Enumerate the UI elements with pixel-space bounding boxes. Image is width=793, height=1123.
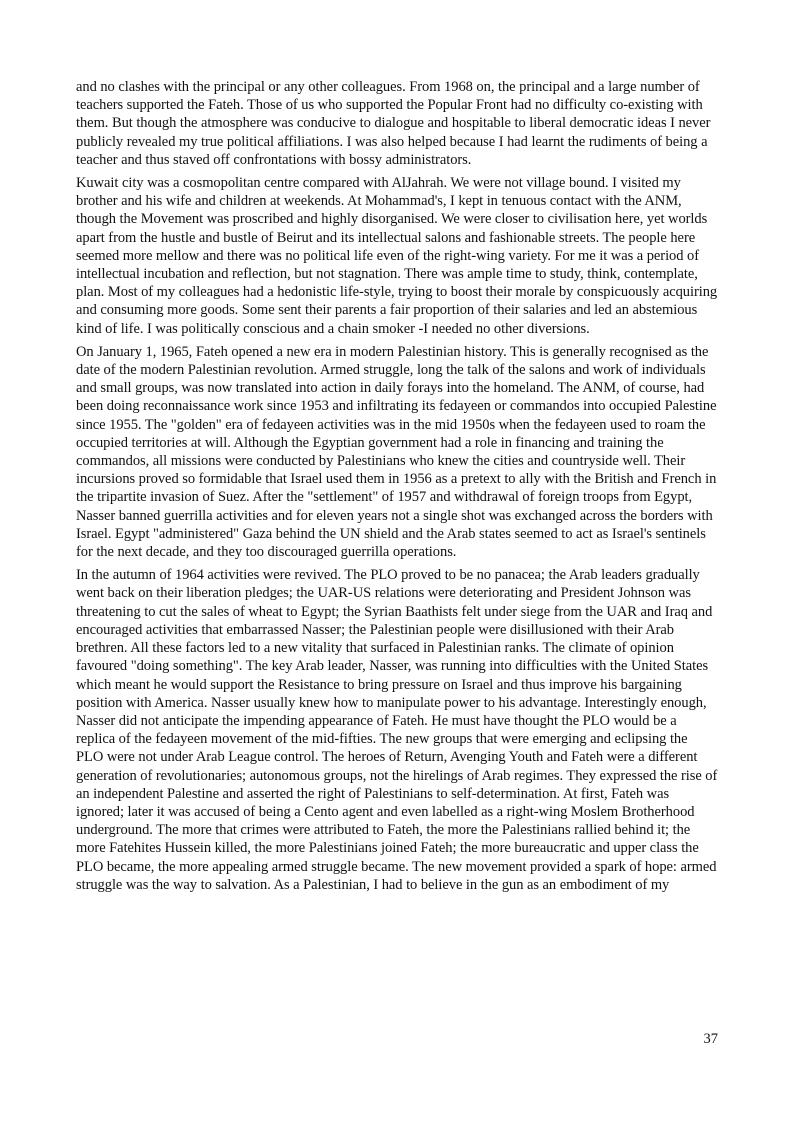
paragraph-4: In the autumn of 1964 activities were revived. The PLO proved to be no panacea; the Arab leaders gradually went back on their liberation pledges; the UAR-US relations were deteriorating and President Johnson was threatening to cut the sales of wheat to Egypt; the Syrian Baathists felt under siege from the UAR and Iraq and encouraged activities that embarrassed Nasser; the Palestinian people were disillusioned with their Arab brethren. All these factors led to a new vitality that surfaced in Palestinian ranks. The climate of opinion favoured "doing something". The key Arab leader, Nasser, was running into difficulties with the United States which meant he would support the Resistance to bring pressure on Israel and thus improve his bargaining position with America. Nasser usually knew how to manipulate power to his advantage. Interestingly enough, Nasser did not anticipate the impending appearance of Fateh. He must have thought the PLO would be a replica of the fedayeen movement of the mid-fifties. The new groups that were emerging and eclipsing the PLO were not under Arab League control. The heroes of Return, Avenging Youth and Fateh were a different generation of revolutionaries; autonomous groups, not the hirelings of Arab regimes. They expressed the rise of an independent Palestine and asserted the right of Palestinians to self-determination. At first, Fateh was ignored; later it was accused of being a Cento agent and even labelled as a right-wing Moslem Brotherhood underground. The more that crimes were attributed to Fateh, the more the Palestinians rallied behind it; the more Fatehites Hussein killed, the more Palestinians joined Fateh; the more bureaucratic and upper class the PLO became, the more appealing armed struggle became. The new movement provided a spark of hope: armed struggle was the way to salvation. As a Palestinian, I had to believe in the gun as an embodiment of my	[76, 567, 718, 893]
paragraph-3: On January 1, 1965, Fateh opened a new era in modern Palestinian history. This is generally recognised as the date of the modern Palestinian revolution. Armed struggle, long the talk of the salons and work of individuals and small groups, was now translated into action in daily forays into the homeland. The ANM, of course, had been doing reconnaissance work since 1953 and infiltrating its fedayeen or commandos into occupied Palestine since 1955. The "golden" era of fedayeen activities was in the mid 1950s when the fedayeen used to roam the occupied territories at will. Although the Egyptian government had a role in financing and training the commandos, all missions were conducted by Palestinians who knew the cities and countryside well. Their incursions proved so formidable that Israel used them in 1956 as a pretext to ally with the British and French in the tripartite invasion of Suez. After the "settlement" of 1957 and withdrawal of foreign troops from Egypt, Nasser banned guerrilla activities and for eleven years not a single shot was exchanged across the borders with Israel. Egypt "administered" Gaza behind the UN shield and the Arab states seemed to act as Israel's sentinels for the next decade, and they too discouraged guerrilla operations.	[76, 343, 717, 561]
page-number: 37	[703, 1031, 718, 1047]
paragraph-2: Kuwait city was a cosmopolitan centre compared with AlJahrah. We were not village bound. I visited my brother and his wife and children at weekends. At Mohammad's, I kept in tenuous contact with the ANM, though the Movement was proscribed and highly disorganised. We were closer to civilisation here, yet worlds apart from the hustle and bustle of Beirut and its intellectual salons and fashionable streets. The people here seemed more mellow and there was no political life even of the right-wing variety. For me it was a period of intellectual incubation and reflection, but not stagnation. There was ample time to study, think, contemplate, plan. Most of my colleagues had a hedonistic life-style, trying to boost their morale by conspicuously acquiring and consuming more goods. Some sent their parents a fair proportion of their salaries and led an abstemious kind of life. I was politically conscious and a chain smoker -I needed no other diversions.	[76, 175, 718, 337]
body-text	[76, 78, 718, 899]
paragraph-1: and no clashes with the principal or any other colleagues. From 1968 on, the principal and a large number of teachers supported the Fateh. Those of us who supported the Popular Front had no difficulty co-existing with them. But though the atmosphere was conducive to dialogue and hospitable to liberal democratic ideas I never publicly revealed my true political affiliations. I was also helped because I had learnt the rudiments of being a teacher and thus staved off confrontations with bossy administrators.	[76, 79, 711, 168]
